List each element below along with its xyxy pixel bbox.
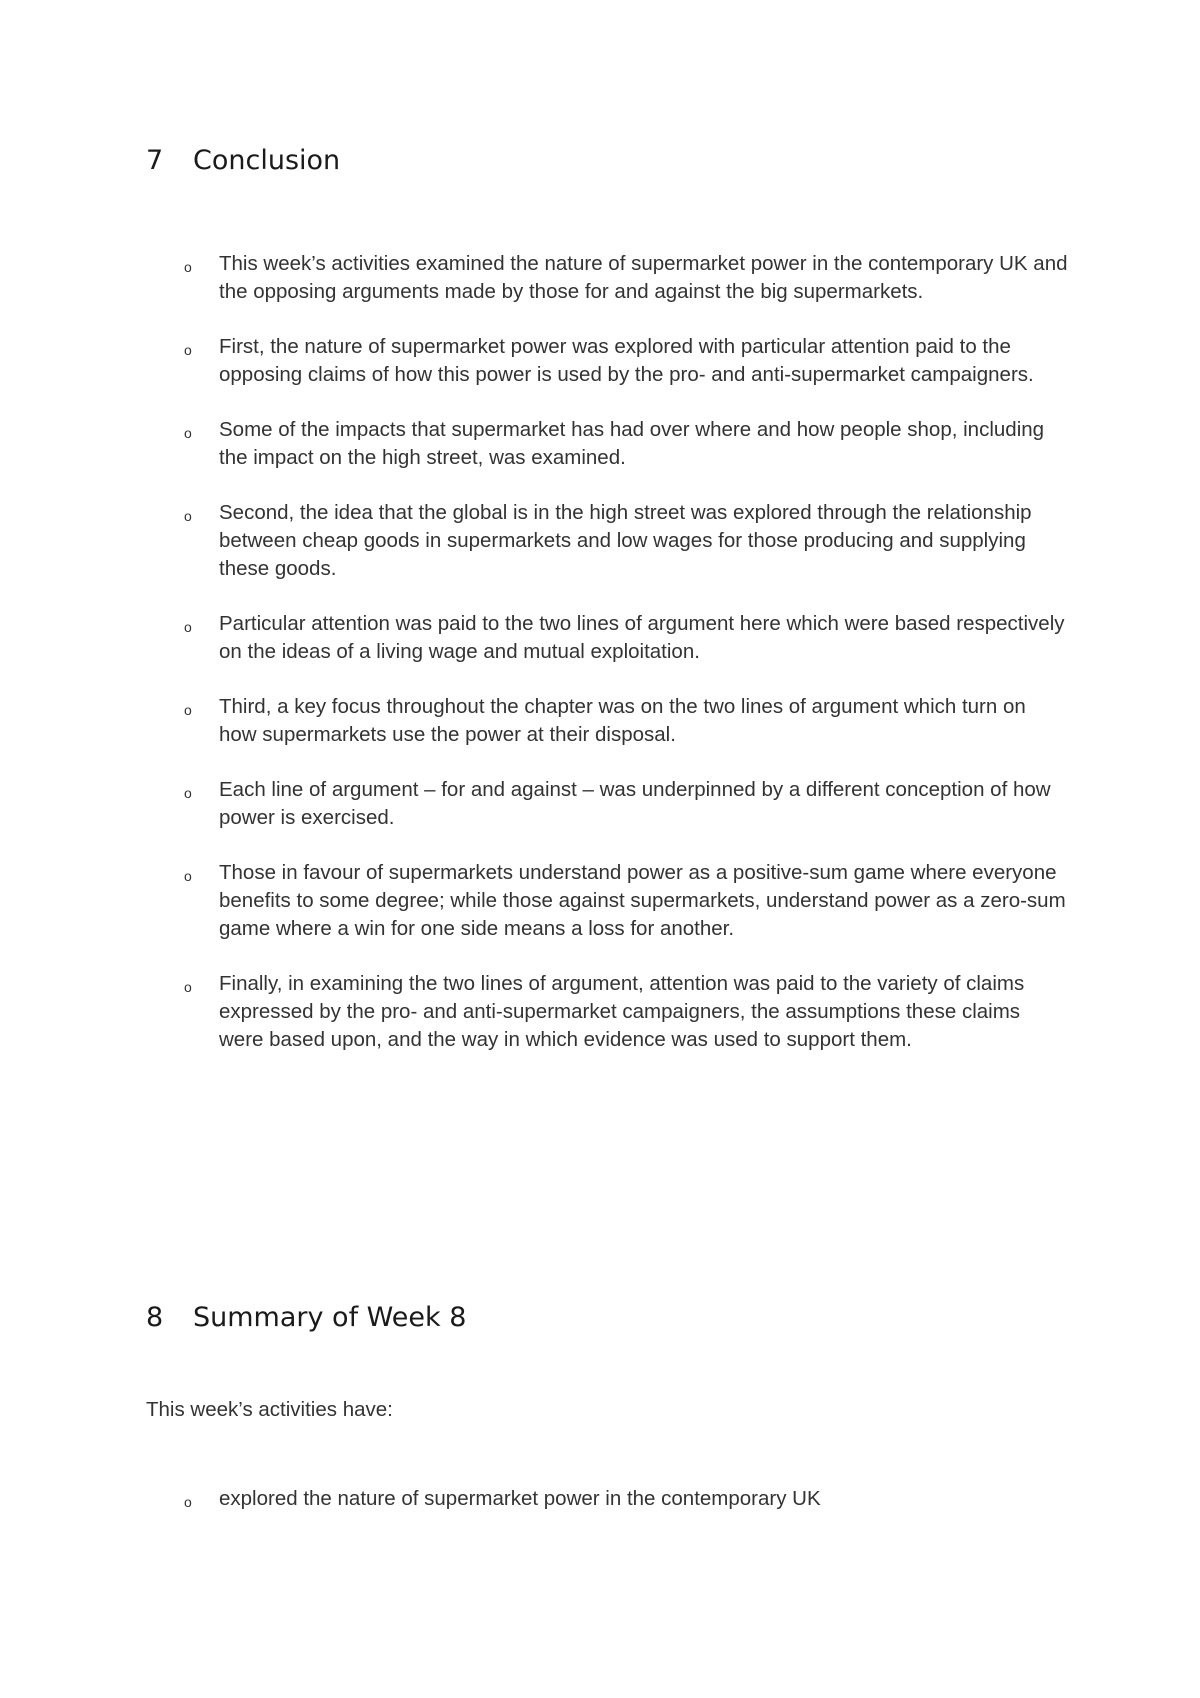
bullet-icon: o [184, 785, 192, 801]
list-item-text: Particular attention was paid to the two lines of argument here which were based respectively on the ideas of a living wage and mutual exploitation. [219, 612, 1065, 663]
list-item [0, 416, 1069, 472]
summary-bullet-list [0, 1485, 1069, 1540]
bullet-icon: o [184, 979, 192, 995]
section-number: 8 [146, 1302, 164, 1333]
bullet-icon: o [184, 1494, 192, 1510]
list-item [0, 970, 1069, 1054]
bullet-icon: o [184, 868, 192, 884]
summary-intro: This week’s activities have: [146, 1398, 393, 1421]
list-item [0, 610, 1069, 666]
section-heading-summary [146, 1302, 466, 1333]
list-item-text: First, the nature of supermarket power was explored with particular attention paid to the opposing claims of how this power is used by the pro- and anti-supermarket campaigners. [219, 335, 1034, 386]
bullet-icon: o [184, 702, 192, 718]
list-item-text: Third, a key focus throughout the chapter was on the two lines of argument which turn on how supermarkets use the power at their disposal. [219, 695, 1026, 746]
bullet-icon: o [184, 508, 192, 524]
bullet-icon: o [184, 259, 192, 275]
list-item-text: Second, the idea that the global is in the high street was explored through the relationship between cheap goods in supermarkets and low wages for those producing and supplying these goods. [219, 501, 1032, 580]
bullet-icon: o [184, 619, 192, 635]
bullet-icon: o [184, 342, 192, 358]
list-item-text: Those in favour of supermarkets understand power as a positive-sum game where everyone benefits to some degree; while those against supermarkets, understand power as a zero-sum game where a win for one side means a loss for another. [219, 861, 1066, 940]
list-item [0, 499, 1069, 583]
conclusion-bullet-list [0, 250, 1069, 1081]
bullet-icon: o [184, 425, 192, 441]
list-item-text: This week’s activities examined the nature of supermarket power in the contemporary UK and the opposing arguments made by those for and against the big supermarkets. [219, 252, 1068, 303]
section-number: 7 [146, 145, 164, 176]
section-title: Summary of Week 8 [193, 1302, 467, 1333]
list-item-text: Finally, in examining the two lines of argument, attention was paid to the variety of claims expressed by the pro- and anti-supermarket campaigners, the assumptions these claims were based upon, and the way in which evidence was used to support them. [219, 972, 1025, 1051]
list-item [0, 859, 1069, 943]
section-heading-conclusion [146, 145, 340, 176]
list-item [0, 333, 1069, 389]
list-item [0, 250, 1069, 306]
list-item [0, 1485, 1069, 1513]
list-item [0, 693, 1069, 749]
list-item [0, 776, 1069, 832]
section-title: Conclusion [193, 145, 341, 176]
list-item-text: Some of the impacts that supermarket has had over where and how people shop, including the impact on the high street, was examined. [219, 418, 1045, 469]
list-item-text: Each line of argument – for and against – was underpinned by a different conception of how power is exercised. [219, 778, 1051, 829]
list-item-text: explored the nature of supermarket power in the contemporary UK [219, 1487, 821, 1510]
